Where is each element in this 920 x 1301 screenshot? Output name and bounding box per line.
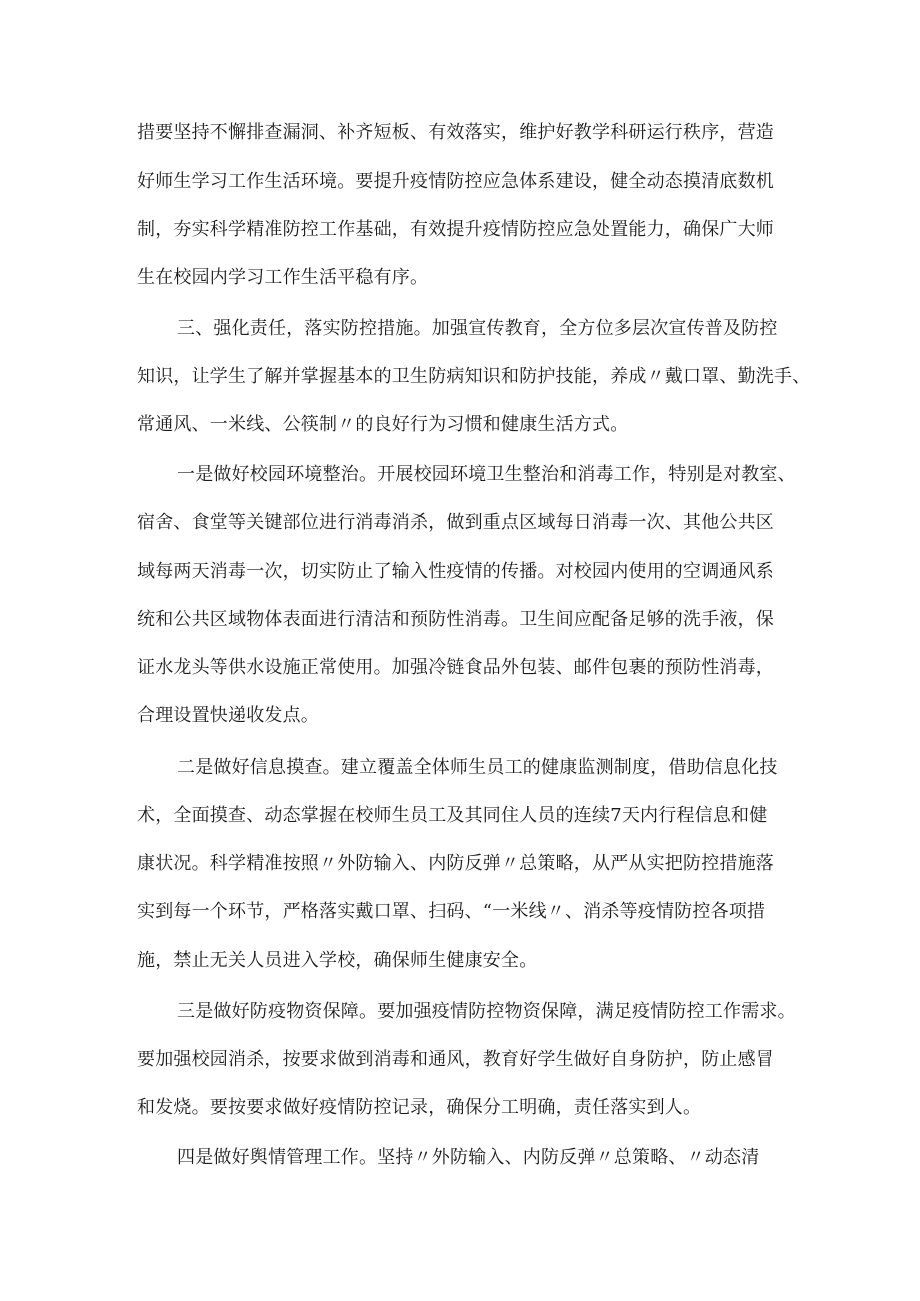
paragraph-line: 三、强化责任，落实防控措施。加强宣传教育，全方位多层次宣传普及防控: [177, 318, 778, 339]
paragraph-line: 一是做好校园环境整治。开展校园环境卫生整治和消毒工作，特别是对教室、: [177, 464, 796, 485]
paragraph-line: 康状况。科学精准按照〃外防输入、内防反弹〃总策略，从严从实把防控措施落: [137, 853, 774, 874]
paragraph-line: 三是做好防疫物资保障。要加强疫情防控物资保障，满足疫情防控工作需求。: [177, 1001, 796, 1022]
paragraph-line: 好师生学习工作生活环境。要提升疫情防控应急体系建设，健全动态摸清底数机: [137, 171, 774, 192]
paragraph-line: 域每两天消毒一次，切实防止了输入性疫情的传播。对校园内使用的空调通风系: [137, 561, 774, 582]
paragraph-line: 和发烧。要按要求做好疫情防控记录，确保分工明确，责任落实到人。: [137, 1097, 702, 1118]
paragraph-line: 合理设置快递收发点。: [137, 705, 319, 726]
paragraph-line: 证水龙头等供水设施正常使用。加强冷链食品外包装、邮件包裹的预防性消毒，: [137, 657, 774, 678]
paragraph-line: 生在校园内学习工作生活平稳有序。: [137, 267, 429, 288]
paragraph-line: 知识，让学生了解并掌握基本的卫生防病知识和防护技能，养成〃戴口罩、勤洗手、: [137, 366, 811, 387]
paragraph-line: 四是做好舆情管理工作。坚持〃外防输入、内防反弹〃总策略、〃动态清: [177, 1147, 760, 1168]
paragraph-line: 要加强校园消杀，按要求做到消毒和通风，教育好学生做好自身防护，防止感冒: [137, 1049, 774, 1070]
paragraph-line: 措要坚持不懈排查漏洞、补齐短板、有效落实，维护好教学科研运行秩序，营造: [137, 122, 774, 143]
paragraph-line: 常通风、一米线、公筷制〃的良好行为习惯和健康生活方式。: [137, 414, 629, 435]
paragraph-line: 实到每一个环节，严格落实戴口罩、扫码、“一米线〃、消杀等疫情防控各项措: [137, 901, 766, 922]
paragraph-line: 术，全面摸查、动态掌握在校师生员工及其同住人员的连续7天内行程信息和健: [137, 805, 768, 826]
paragraph-line: 施，禁止无关人员进入学校，确保师生健康安全。: [137, 950, 538, 971]
paragraph-line: 二是做好信息摸查。建立覆盖全体师生员工的健康监测制度，借助信息化技: [177, 757, 778, 778]
paragraph-line: 宿舍、食堂等关键部位进行消毒消杀，做到重点区域每日消毒一次、其他公共区: [137, 512, 774, 533]
paragraph-line: 统和公共区域物体表面进行清洁和预防性消毒。卫生间应配备足够的洗手液，保: [137, 609, 774, 630]
paragraph-line: 制，夯实科学精准防控工作基础，有效提升疫情防控应急处置能力，确保广大师: [137, 219, 774, 240]
